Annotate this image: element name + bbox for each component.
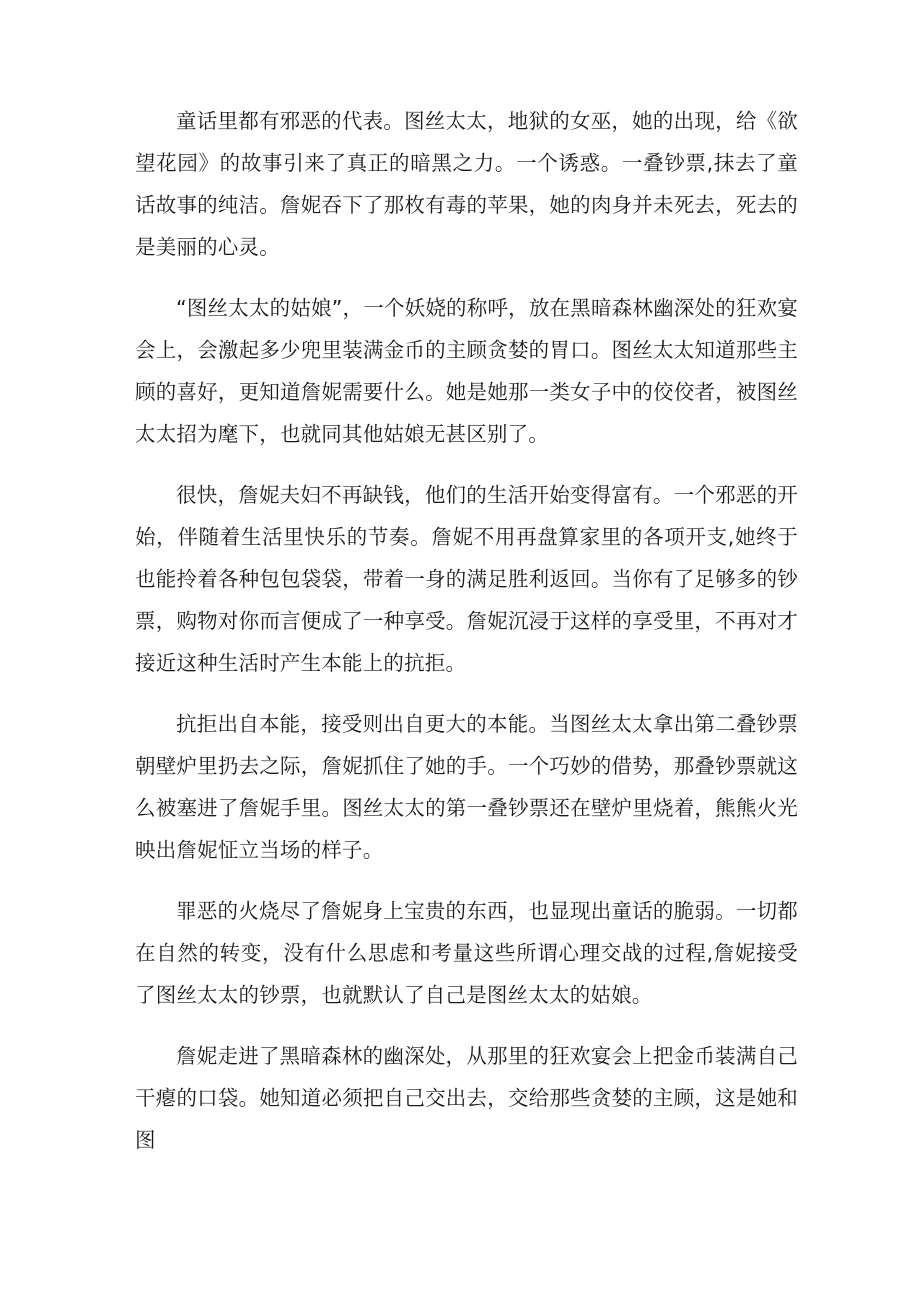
paragraph-3: 很快，詹妮夫妇不再缺钱，他们的生活开始变得富有。一个邪恶的开始，伴随着生活里快乐的节奏。詹妮不用再盘算家里的各项开支,她终于也能拎着各种包包袋袋，带着一身的满足胜利返回。当你有了足够多的钞票，购物对你而言便成了一种享受。詹妮沉浸于这样的享受里，不再对才接近这种生活时产生本能上的抗拒。 bbox=[135, 483, 798, 675]
paragraph-1: 童话里都有邪恶的代表。图丝太太，地狱的女巫，她的出现，给《欲望花园》的故事引来了真正的暗黑之力。一个诱惑。一叠钞票,抹去了童话故事的纯洁。詹妮吞下了那枚有毒的苹果，她的肉身并未死去，死去的是美丽的心灵。 bbox=[135, 109, 798, 259]
paragraph-5: 罪恶的火烧尽了詹妮身上宝贵的东西，也显现出童话的脆弱。一切都在自然的转变，没有什么思虑和考量这些所谓心理交战的过程,詹妮接受了图丝太太的钞票，也就默认了自己是图丝太太的姑娘。 bbox=[135, 899, 798, 1007]
paragraph-2: “图丝太太的姑娘”，一个妖娆的称呼，放在黑暗森林幽深处的狂欢宴会上，会激起多少兜里装满金币的主顾贪婪的胃口。图丝太太知道那些主顾的喜好，更知道詹妮需要什么。她是她那一类女子中的佼佼者，被图丝太太招为麾下，也就同其他姑娘无甚区别了。 bbox=[135, 296, 798, 446]
paragraph-6: 詹妮走进了黑暗森林的幽深处，从那里的狂欢宴会上把金币装满自己干瘪的口袋。她知道必须把自己交出去，交给那些贪婪的主顾，这是她和图 bbox=[135, 1044, 798, 1152]
paragraph-4: 抗拒出自本能，接受则出自更大的本能。当图丝太太拿出第二叠钞票朝壁炉里扔去之际，詹妮抓住了她的手。一个巧妙的借势，那叠钞票就这么被塞进了詹妮手里。图丝太太的第一叠钞票还在壁炉里烧着，熊熊火光映出詹妮怔立当场的样子。 bbox=[135, 712, 798, 862]
